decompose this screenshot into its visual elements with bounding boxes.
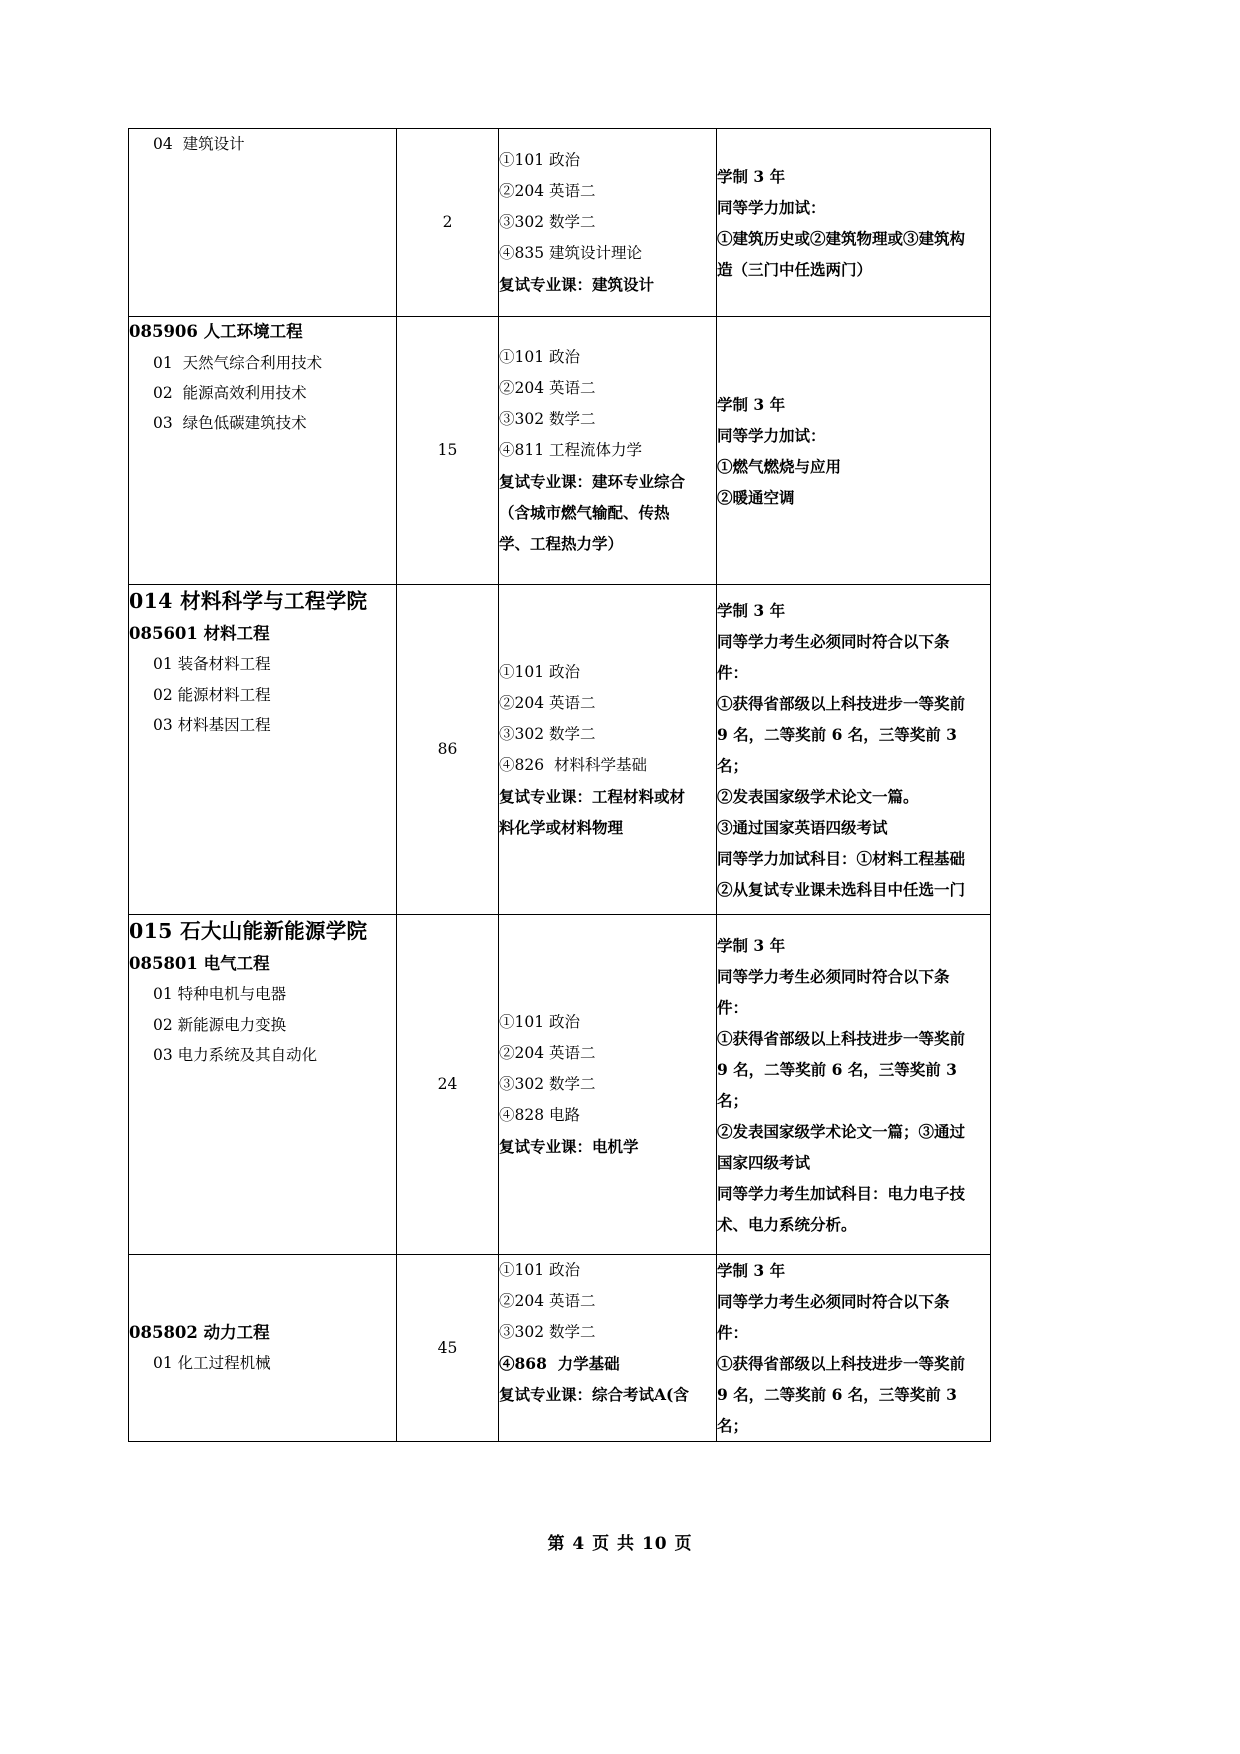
- retest-subject-line: 复试专业课：工程材料或材: [499, 786, 686, 806]
- major-line: 03 绿色低碳建筑技术: [153, 413, 307, 432]
- retest-subject-line: 学、工程热力学）: [499, 534, 624, 553]
- remark-line: ①获得省部级以上科技进步一等奖前: [717, 1028, 966, 1048]
- table-row: [129, 585, 991, 915]
- enrollment-count-cell: 86: [397, 585, 499, 915]
- exam-subjects-cell: [499, 129, 717, 317]
- remarks-cell: [717, 915, 991, 1255]
- major-line: 01 化工过程机械: [153, 1354, 271, 1373]
- remark-line: ②暖通空调: [717, 487, 795, 507]
- major-line: 02 新能源电力变换: [153, 1015, 287, 1034]
- major-code-line: 085601 材料工程: [129, 623, 270, 643]
- department-title: 015 石大山能新能源学院: [129, 919, 368, 943]
- exam-subjects-cell: [499, 915, 717, 1255]
- remark-line: 造（三门中任选两门）: [717, 259, 873, 279]
- major-line: 04 建筑设计: [153, 135, 245, 153]
- major-code-line: 085802 动力工程: [129, 1322, 270, 1342]
- remark-line: 学制 3 年: [717, 935, 786, 955]
- remark-line: 学制 3 年: [717, 166, 786, 186]
- remark-line: 9 名，二等奖前 6 名，三等奖前 3 名；: [717, 724, 963, 775]
- remark-line: 9 名，二等奖前 6 名，三等奖前 3 名；: [717, 1385, 963, 1435]
- retest-subject-line: （含城市燃气输配、传热: [499, 503, 670, 522]
- page-footer: 第 4 页 共 10 页: [547, 1534, 693, 1554]
- remarks-cell: [717, 317, 991, 585]
- exam-subjects-cell: [499, 1255, 717, 1442]
- table-row: [129, 915, 991, 1255]
- enrollment-count-cell: 24: [397, 915, 499, 1255]
- remark-line: ③通过国家英语四级考试: [717, 817, 888, 837]
- retest-subject-line: 复试专业课：建筑设计: [499, 275, 655, 294]
- remark-line: 同等学力加试：: [717, 197, 826, 217]
- remark-line: 同等学力加试：: [717, 425, 826, 445]
- remark-line: 同等学力考生加试科目：电力电子技: [717, 1183, 966, 1203]
- retest-subject-line: 复试专业课：综合考试A(含: [499, 1385, 689, 1404]
- retest-subject-line: 复试专业课：建环专业综合: [499, 472, 686, 491]
- remark-line: ①获得省部级以上科技进步一等奖前: [717, 693, 966, 713]
- major-line: 02 能源材料工程: [153, 685, 271, 704]
- major-cell: [129, 317, 397, 585]
- remark-line: 学制 3 年: [717, 600, 786, 620]
- major-line: 01 装备材料工程: [153, 655, 271, 674]
- remark-line: ②从复试专业课未选科目中任选一门: [717, 879, 966, 899]
- remark-line: ①建筑历史或②建筑物理或③建筑构: [717, 228, 966, 248]
- remark-line: 术、电力系统分析。: [717, 1214, 857, 1234]
- exam-subjects-cell: [499, 585, 717, 915]
- enrollment-count-cell: 45: [397, 1255, 499, 1442]
- remark-line: 9 名，二等奖前 6 名，三等奖前 3 名；: [717, 1059, 963, 1110]
- subject-line: ④826 材料科学基础: [499, 755, 647, 774]
- subject-line: ③302 数学二: [499, 410, 596, 428]
- enrollment-count-cell: 15: [397, 317, 499, 585]
- major-line: 03 材料基因工程: [153, 715, 271, 734]
- admissions-catalog-table: [128, 128, 991, 1442]
- remark-line: 件：: [717, 662, 749, 682]
- major-cell: [129, 915, 397, 1255]
- exam-subjects-cell: [499, 317, 717, 585]
- subject-line: ①101 政治: [499, 1013, 581, 1031]
- major-line: 03 电力系统及其自动化: [153, 1045, 318, 1064]
- subject-line: ①101 政治: [499, 662, 581, 681]
- subject-line: ②204 英语二: [499, 1044, 596, 1062]
- major-line: 02 能源高效利用技术: [153, 383, 307, 402]
- enrollment-count-cell: 2: [397, 129, 499, 317]
- remarks-cell: [717, 585, 991, 915]
- retest-subject-line: 复试专业课：电机学: [499, 1137, 639, 1156]
- remark-line: 同等学力考生必须同时符合以下条: [717, 966, 950, 986]
- subject-line: ③302 数学二: [499, 213, 596, 231]
- subject-line: ④868 力学基础: [499, 1354, 620, 1373]
- subject-line: ④828 电路: [499, 1106, 581, 1124]
- remark-line: 同等学力加试科目：①材料工程基础: [717, 848, 966, 868]
- remark-line: ②发表国家级学术论文一篇。: [717, 786, 919, 806]
- subject-line: ①101 政治: [499, 151, 581, 169]
- major-line: 01 天然气综合利用技术: [153, 353, 323, 372]
- major-cell: [129, 585, 397, 915]
- major-code-line: 085801 电气工程: [129, 953, 270, 973]
- subject-line: ②204 英语二: [499, 182, 596, 200]
- table-body: [129, 129, 991, 1442]
- subject-line: ④835 建筑设计理论: [499, 244, 643, 262]
- subject-line: ③302 数学二: [499, 1075, 596, 1093]
- subject-line: ④811 工程流体力学: [499, 441, 643, 459]
- subject-line: ②204 英语二: [499, 379, 596, 397]
- subject-line: ③302 数学二: [499, 724, 596, 743]
- remark-line: 同等学力考生必须同时符合以下条: [717, 631, 950, 651]
- remark-line: 学制 3 年: [717, 1261, 786, 1280]
- remark-line: ②发表国家级学术论文一篇；③通过: [717, 1121, 966, 1141]
- remark-line: 国家四级考试: [717, 1152, 811, 1172]
- remark-line: 同等学力考生必须同时符合以下条: [717, 1292, 950, 1311]
- subject-line: ②204 英语二: [499, 1292, 596, 1310]
- remark-line: 件：: [717, 997, 749, 1017]
- major-cell: [129, 1255, 397, 1442]
- subject-line: ③302 数学二: [499, 1323, 596, 1341]
- remark-line: 件：: [717, 1323, 749, 1342]
- table-row: [129, 1255, 991, 1442]
- remark-line: ①获得省部级以上科技进步一等奖前: [717, 1354, 966, 1373]
- subject-line: ①101 政治: [499, 348, 581, 366]
- remark-line: 学制 3 年: [717, 394, 786, 414]
- subject-line: ②204 英语二: [499, 693, 596, 712]
- table-row: [129, 129, 991, 317]
- remarks-cell: [717, 1255, 991, 1442]
- subject-line: ①101 政治: [499, 1261, 581, 1279]
- major-code-line: 085906 人工环境工程: [129, 322, 303, 341]
- retest-subject-line: 料化学或材料物理: [499, 817, 624, 837]
- major-cell: [129, 129, 397, 317]
- remarks-cell: [717, 129, 991, 317]
- major-line: 01 特种电机与电器: [153, 985, 287, 1004]
- department-title: 014 材料科学与工程学院: [129, 589, 368, 613]
- table-row: [129, 317, 991, 585]
- remark-line: ①燃气燃烧与应用: [717, 456, 842, 476]
